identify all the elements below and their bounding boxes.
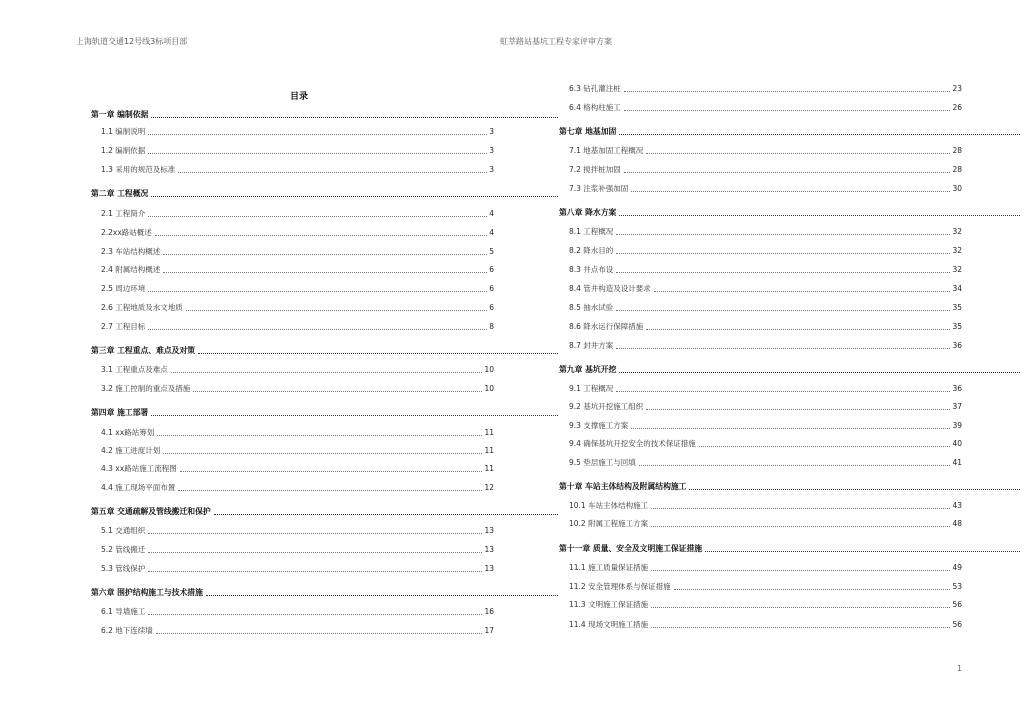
toc-section-entry <box>569 457 962 469</box>
toc-section-entry <box>101 302 494 314</box>
toc-dot-leader <box>651 526 950 527</box>
toc-section-entry <box>569 420 962 432</box>
toc-dot-leader <box>193 391 482 392</box>
toc-dot-leader <box>654 291 951 292</box>
toc-dot-leader <box>206 595 558 596</box>
toc-entry-page-number: 10 <box>484 384 494 393</box>
toc-dot-leader <box>151 415 558 416</box>
toc-entry-label: 第七章 地基加固 <box>559 127 617 136</box>
toc-dot-leader <box>646 153 950 154</box>
toc-section-entry <box>101 427 494 439</box>
toc-entry-label: 11.1 施工质量保证措施 <box>569 563 649 572</box>
toc-section-entry <box>101 383 494 395</box>
toc-entry-page-number: 34 <box>952 284 962 293</box>
toc-entry-label: 7.1 地基加固工程概况 <box>569 146 644 155</box>
toc-dot-leader <box>148 552 482 553</box>
toc-entry-page-number: 4 <box>489 209 494 218</box>
toc-entry-label: 2.1 工程简介 <box>101 209 146 218</box>
header-right: 虹莘路站基坑工程专家评审方案 <box>500 37 612 46</box>
toc-dot-leader <box>646 329 950 330</box>
toc-section-entry <box>569 145 962 157</box>
toc-entry-label: 8.2 降水目的 <box>569 246 614 255</box>
toc-section-entry <box>569 264 962 276</box>
toc-entry-page-number: 56 <box>952 620 962 629</box>
toc-dot-leader <box>151 196 558 197</box>
toc-dot-leader <box>616 391 950 392</box>
toc-dot-leader <box>619 372 1020 373</box>
toc-dot-leader <box>631 191 950 192</box>
toc-entry-label: 第十章 车站主体结构及附属结构施工 <box>559 482 687 491</box>
toc-dot-leader <box>148 614 482 615</box>
toc-entry-label: 10.1 车站主体结构施工 <box>569 501 649 510</box>
toc-section-entry <box>101 525 494 537</box>
toc-dot-leader <box>646 409 950 410</box>
toc-dot-leader <box>624 172 951 173</box>
toc-dot-leader <box>148 571 482 572</box>
toc-entry-page-number: 10 <box>484 365 494 374</box>
toc-dot-leader <box>178 490 482 491</box>
toc-dot-leader <box>148 533 482 534</box>
toc-dot-leader <box>163 272 487 273</box>
toc-entry-page-number: 30 <box>952 184 962 193</box>
toc-entry-label: 6.4 格构柱施工 <box>569 103 621 112</box>
toc-chapter-entry <box>91 407 560 419</box>
toc-entry-label: 2.4 附属结构概述 <box>101 265 161 274</box>
toc-dot-leader <box>616 310 950 311</box>
toc-section-entry <box>101 563 494 575</box>
toc-entry-label: 2.6 工程地质及水文地质 <box>101 303 183 312</box>
toc-entry-label: 9.3 支撑施工方案 <box>569 421 629 430</box>
toc-entry-label: 5.1 交通组织 <box>101 526 146 535</box>
toc-dot-leader <box>689 489 1020 490</box>
toc-dot-leader <box>186 310 487 311</box>
toc-entry-page-number: 39 <box>952 421 962 430</box>
toc-dot-leader <box>156 633 483 634</box>
toc-dot-leader <box>151 117 558 118</box>
toc-entry-page-number: 32 <box>952 265 962 274</box>
toc-dot-leader <box>198 353 558 354</box>
toc-section-entry <box>569 164 962 176</box>
toc-entry-page-number: 3 <box>489 127 494 136</box>
toc-section-entry <box>569 599 962 611</box>
toc-dot-leader <box>148 329 487 330</box>
toc-entry-label: 第三章 工程重点、难点及对策 <box>91 346 196 355</box>
toc-entry-label: 8.1 工程概况 <box>569 227 614 236</box>
toc-entry-label: 5.2 管线搬迁 <box>101 545 146 554</box>
toc-dot-leader <box>157 435 482 436</box>
toc-section-entry <box>101 445 494 457</box>
toc-entry-label: 8.7 封井方案 <box>569 341 614 350</box>
toc-entry-label: 1.1 编制说明 <box>101 127 146 136</box>
toc-dot-leader <box>619 215 1020 216</box>
toc-entry-label: 第四章 施工部署 <box>91 408 149 417</box>
toc-entry-label: 11.2 安全管理体系与保证措施 <box>569 582 671 591</box>
toc-section-entry <box>101 264 494 276</box>
toc-chapter-entry <box>559 481 1022 493</box>
toc-entry-page-number: 35 <box>952 303 962 312</box>
toc-entry-page-number: 32 <box>952 246 962 255</box>
toc-entry-label: 2.7 工程目标 <box>101 322 146 331</box>
page-number: 1 <box>957 664 963 673</box>
toc-dot-leader <box>619 134 1020 135</box>
toc-section-entry <box>569 401 962 413</box>
toc-section-entry <box>569 83 962 95</box>
toc-entry-label: 5.3 管线保护 <box>101 564 146 573</box>
toc-entry-label: 7.2 搅拌桩加固 <box>569 165 621 174</box>
toc-dot-leader <box>171 372 483 373</box>
toc-dot-leader <box>631 428 950 429</box>
toc-section-entry <box>569 340 962 352</box>
toc-section-entry <box>101 463 494 475</box>
toc-entry-label: 2.2xx路站概述 <box>101 228 152 237</box>
toc-title: 目录 <box>290 92 309 102</box>
toc-entry-label: 4.4 施工现场平面布置 <box>101 483 176 492</box>
toc-dot-leader <box>624 110 951 111</box>
toc-entry-page-number: 6 <box>489 284 494 293</box>
toc-chapter-entry <box>91 587 560 599</box>
toc-entry-label: 10.2 附属工程施工方案 <box>569 519 649 528</box>
toc-dot-leader <box>148 134 487 135</box>
toc-section-entry <box>569 518 962 530</box>
toc-entry-label: 4.3 xx路站施工流程图 <box>101 464 177 473</box>
toc-entry-label: 第五章 交通疏解及管线搬迁和保护 <box>91 507 211 516</box>
toc-chapter-entry <box>91 188 560 200</box>
toc-entry-label: 9.4 确保基坑开挖安全的技术保证措施 <box>569 439 696 448</box>
toc-entry-page-number: 13 <box>484 564 494 573</box>
toc-entry-page-number: 40 <box>952 439 962 448</box>
toc-dot-leader <box>616 234 950 235</box>
toc-section-entry <box>101 208 494 220</box>
toc-entry-label: 第二章 工程概况 <box>91 189 149 198</box>
toc-entry-label: 第一章 编制依据 <box>91 110 149 119</box>
toc-entry-label: 9.2 基坑开挖施工组织 <box>569 402 644 411</box>
toc-dot-leader <box>148 153 487 154</box>
toc-section-entry <box>569 283 962 295</box>
toc-dot-leader <box>705 551 1020 552</box>
toc-entry-page-number: 37 <box>952 402 962 411</box>
toc-entry-label: 第八章 降水方案 <box>559 208 617 217</box>
toc-entry-page-number: 36 <box>952 384 962 393</box>
toc-entry-page-number: 6 <box>489 265 494 274</box>
toc-dot-leader <box>651 570 950 571</box>
toc-entry-page-number: 56 <box>952 600 962 609</box>
toc-section-entry <box>101 246 494 258</box>
toc-entry-label: 6.2 地下连续墙 <box>101 626 153 635</box>
toc-entry-label: 8.5 抽水试验 <box>569 303 614 312</box>
toc-entry-page-number: 53 <box>952 582 962 591</box>
toc-entry-label: 2.5 周边环境 <box>101 284 146 293</box>
toc-section-entry <box>101 126 494 138</box>
toc-dot-leader <box>163 254 487 255</box>
toc-entry-page-number: 11 <box>484 464 494 473</box>
toc-entry-label: 9.5 垫层施工与回填 <box>569 458 636 467</box>
toc-entry-page-number: 49 <box>952 563 962 572</box>
toc-section-entry <box>569 619 962 631</box>
toc-dot-leader <box>616 348 950 349</box>
toc-entry-label: 8.3 井点布设 <box>569 265 614 274</box>
toc-entry-page-number: 11 <box>484 446 494 455</box>
toc-entry-page-number: 41 <box>952 458 962 467</box>
toc-entry-page-number: 28 <box>952 165 962 174</box>
toc-dot-leader <box>155 235 487 236</box>
toc-entry-label: 第六章 围护结构施工与技术措施 <box>91 588 203 597</box>
toc-section-entry <box>101 145 494 157</box>
toc-dot-leader <box>148 291 487 292</box>
toc-section-entry <box>101 164 494 176</box>
toc-entry-label: 4.2 施工进度计划 <box>101 446 161 455</box>
toc-section-entry <box>569 438 962 450</box>
toc-entry-page-number: 43 <box>952 501 962 510</box>
toc-entry-page-number: 28 <box>952 146 962 155</box>
toc-section-entry <box>569 226 962 238</box>
toc-entry-page-number: 13 <box>484 526 494 535</box>
toc-section-entry <box>569 562 962 574</box>
toc-section-entry <box>569 102 962 114</box>
toc-entry-page-number: 26 <box>952 103 962 112</box>
toc-dot-leader <box>616 272 950 273</box>
toc-entry-page-number: 35 <box>952 322 962 331</box>
header-left: 上海轨道交通12号线3标项目部 <box>76 37 188 46</box>
toc-entry-label: 8.4 管井构造及设计要求 <box>569 284 651 293</box>
toc-entry-page-number: 23 <box>952 84 962 93</box>
toc-entry-page-number: 6 <box>489 303 494 312</box>
toc-section-entry <box>101 227 494 239</box>
toc-entry-page-number: 12 <box>484 483 494 492</box>
toc-entry-page-number: 16 <box>484 607 494 616</box>
toc-entry-page-number: 11 <box>484 428 494 437</box>
toc-dot-leader <box>180 471 483 472</box>
toc-entry-label: 第九章 基坑开挖 <box>559 365 617 374</box>
toc-entry-page-number: 13 <box>484 545 494 554</box>
toc-dot-leader <box>616 253 950 254</box>
toc-dot-leader <box>163 453 482 454</box>
toc-dot-leader <box>651 508 950 509</box>
toc-entry-label: 6.1 导墙施工 <box>101 607 146 616</box>
toc-chapter-entry <box>559 126 1022 138</box>
toc-entry-label: 9.1 工程概况 <box>569 384 614 393</box>
toc-entry-label: 4.1 xx路站筹划 <box>101 428 155 437</box>
toc-section-entry <box>101 544 494 556</box>
toc-entry-page-number: 36 <box>952 341 962 350</box>
toc-entry-label: 第十一章 质量、安全及文明施工保证措施 <box>559 544 703 553</box>
toc-section-entry <box>569 500 962 512</box>
toc-section-entry <box>569 383 962 395</box>
toc-dot-leader <box>624 91 951 92</box>
toc-chapter-entry <box>91 506 560 518</box>
toc-dot-leader <box>674 589 951 590</box>
toc-section-entry <box>569 302 962 314</box>
toc-dot-leader <box>639 465 951 466</box>
toc-entry-label: 11.3 文明施工保证措施 <box>569 600 649 609</box>
toc-dot-leader <box>651 627 950 628</box>
toc-dot-leader <box>699 446 951 447</box>
toc-section-entry <box>101 321 494 333</box>
toc-section-entry <box>569 321 962 333</box>
toc-section-entry <box>569 245 962 257</box>
toc-chapter-entry <box>559 364 1022 376</box>
toc-entry-page-number: 4 <box>489 228 494 237</box>
toc-chapter-entry <box>91 345 560 357</box>
toc-section-entry <box>101 625 494 637</box>
toc-entry-page-number: 5 <box>489 247 494 256</box>
toc-dot-leader <box>214 514 558 515</box>
toc-section-entry <box>101 364 494 376</box>
toc-entry-page-number: 32 <box>952 227 962 236</box>
toc-entry-page-number: 8 <box>489 322 494 331</box>
toc-section-entry <box>569 183 962 195</box>
toc-entry-label: 6.3 钻孔灌注桩 <box>569 84 621 93</box>
toc-chapter-entry <box>91 109 560 121</box>
toc-entry-label: 3.1 工程重点及难点 <box>101 365 168 374</box>
toc-entry-label: 8.6 降水运行保障措施 <box>569 322 644 331</box>
toc-section-entry <box>569 581 962 593</box>
toc-dot-leader <box>651 607 950 608</box>
toc-entry-label: 7.3 注浆补强加固 <box>569 184 629 193</box>
toc-section-entry <box>101 283 494 295</box>
toc-section-entry <box>101 606 494 618</box>
toc-entry-page-number: 17 <box>484 626 494 635</box>
toc-section-entry <box>101 482 494 494</box>
toc-entry-page-number: 3 <box>489 146 494 155</box>
toc-entry-page-number: 3 <box>489 165 494 174</box>
toc-entry-label: 2.3 车站结构概述 <box>101 247 161 256</box>
toc-dot-leader <box>148 216 487 217</box>
toc-chapter-entry <box>559 207 1022 219</box>
toc-entry-label: 1.2 编制依据 <box>101 146 146 155</box>
toc-dot-leader <box>178 172 487 173</box>
toc-entry-page-number: 48 <box>952 519 962 528</box>
toc-entry-label: 1.3 采用的规范及标准 <box>101 165 176 174</box>
toc-entry-label: 3.2 施工控制的重点及措施 <box>101 384 191 393</box>
toc-entry-label: 11.4 现场文明施工措施 <box>569 620 649 629</box>
toc-chapter-entry <box>559 543 1022 555</box>
